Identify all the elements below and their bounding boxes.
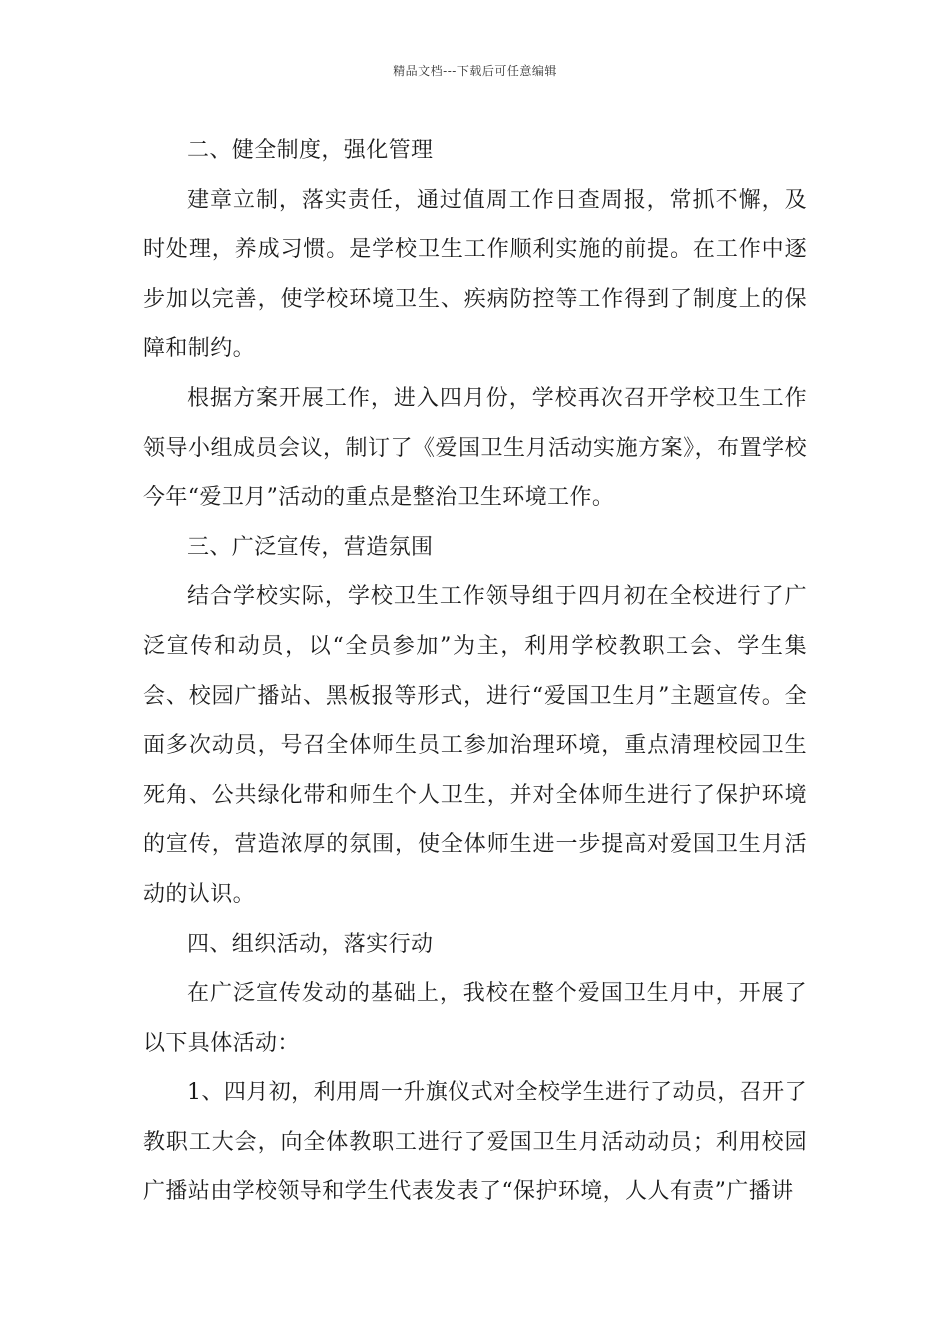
document-body bbox=[143, 126, 807, 1217]
section-heading-3: 三、广泛宣传，营造氛围 bbox=[187, 534, 434, 560]
body-paragraph: 在广泛宣传发动的基础上，我校在整个爱国卫生月中，开展了以下具体活动： bbox=[143, 981, 807, 1056]
page-header-watermark: 精品文档---下载后可任意编辑 bbox=[393, 64, 557, 78]
body-paragraph: 根据方案开展工作，进入四月份，学校再次召开学校卫生工作领导小组成员会议，制订了《爱国卫生月活动实施方案》，布置学校今年“爱卫月”活动的重点是整治卫生环境工作。 bbox=[143, 385, 807, 511]
body-paragraph: 建章立制，落实责任，通过值周工作日查周报，常抓不懈，及时处理，养成习惯。是学校卫生工作顺利实施的前提。在工作中逐步加以完善，使学校环境卫生、疾病防控等工作得到了制度上的保障和制约。 bbox=[143, 187, 807, 362]
body-paragraph: 结合学校实际，学校卫生工作领导组于四月初在全校进行了广泛宣传和动员，以“全员参加”为主，利用学校教职工会、学生集会、校园广播站、黑板报等形式，进行“爱国卫生月”主题宣传。全面多次动员，号召全体师生员工参加治理环境，重点清理校园卫生死角、公共绿化带和师生个人卫生，并对全体师生进行了保护环境的宣传，营造浓厚的氛围，使全体师生进一步提高对爱国卫生月活动的认识。 bbox=[143, 584, 807, 907]
section-heading-2: 二、健全制度，强化管理 bbox=[187, 138, 434, 163]
section-heading-4: 四、组织活动，落实行动 bbox=[187, 931, 434, 957]
body-paragraph: 1、四月初，利用周一升旗仪式对全校学生进行了动员，召开了教职工大会，向全体教职工进行了爱国卫生月活动动员；利用校园广播站由学校领导和学生代表发表了“保护环境，人人有责”广播讲 bbox=[143, 1080, 807, 1205]
